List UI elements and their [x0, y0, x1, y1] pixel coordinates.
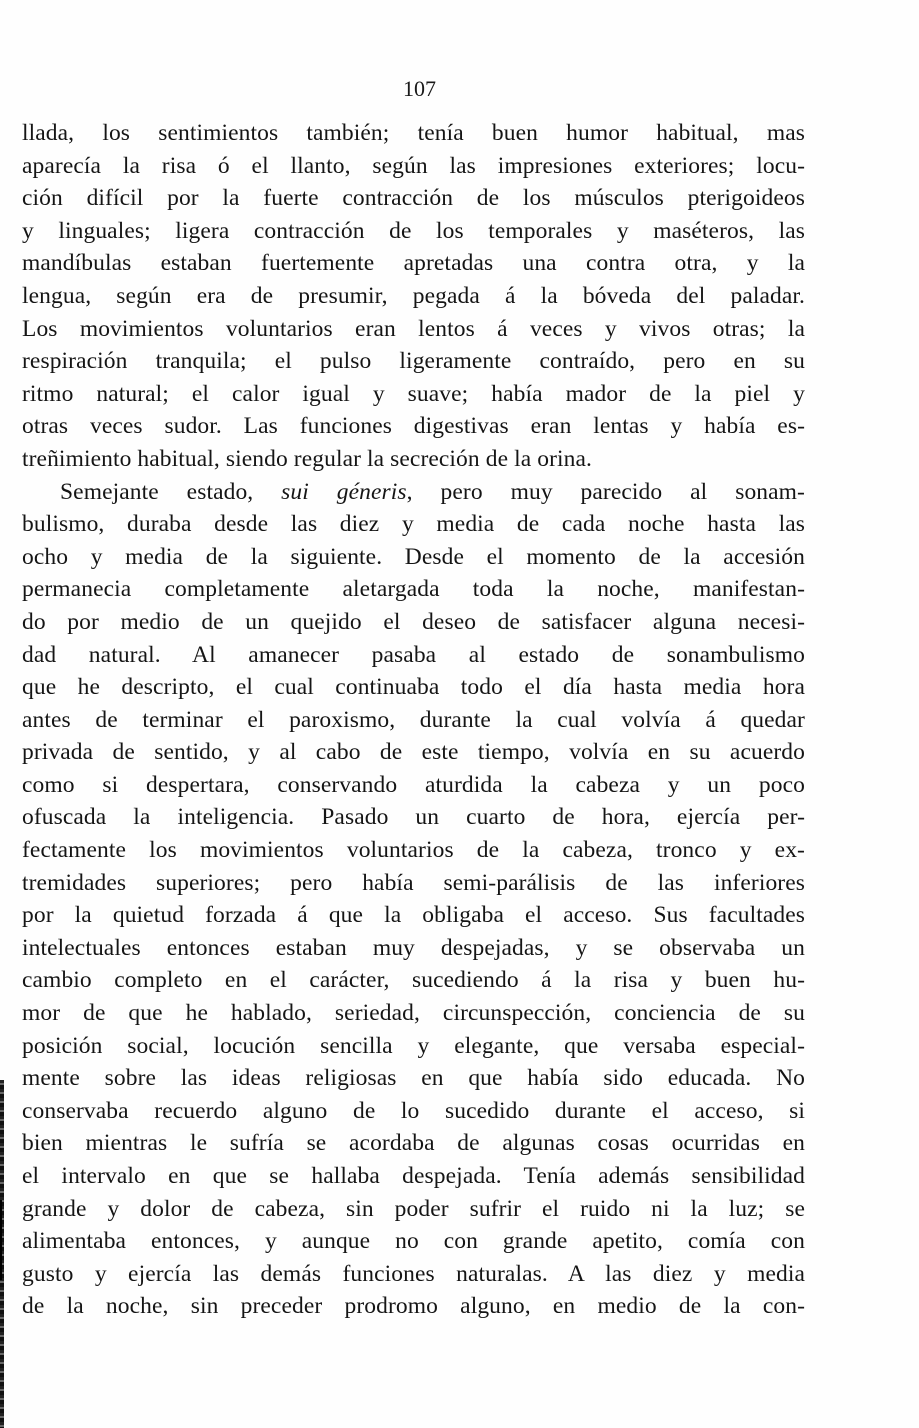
text-line: tremidades superiores; pero había semi-parálisis de las inferiores	[22, 869, 805, 896]
text-line: grande y dolor de cabeza, sin poder sufrir el ruido ni la luz; se	[22, 1195, 805, 1222]
text-line: bulismo, duraba desde las diez y media de cada noche hasta las	[22, 511, 805, 538]
text-line: permanecia completamente aletargada toda la noche, manifestan-	[22, 576, 805, 603]
text-line: conservaba recuerdo alguno de lo sucedido durante el acceso, si	[22, 1097, 805, 1124]
text-line: treñimiento habitual, siendo regular la secreción de la orina.	[22, 445, 592, 472]
text-line: que he descripto, el cual continuaba todo el día hasta media hora	[22, 674, 805, 701]
text-line: bien mientras le sufría se acordaba de algunas cosas ocurridas en	[22, 1130, 805, 1157]
text-line: aparecía la risa ó el llanto, según las impresiones exteriores; locu-	[22, 152, 805, 179]
scan-binding-edge	[0, 1200, 2, 1280]
text-line: como si despertara, conservando aturdida la cabeza y un poco	[22, 771, 805, 798]
text-line: y linguales; ligera contracción de los temporales y maséteros, las	[22, 217, 805, 244]
text-line: mente sobre las ideas religiosas en que había sido educada. No	[22, 1065, 805, 1092]
text-line: ción difícil por la fuerte contracción de los músculos pterigoideos	[22, 185, 805, 212]
text-line: dad natural. Al amanecer pasaba al estado de sonambulismo	[22, 641, 805, 668]
text-line: cambio completo en el carácter, sucediendo á la risa y buen hu-	[22, 967, 805, 994]
text-line: gusto y ejercía las demás funciones naturalas. A las diez y media	[22, 1260, 805, 1287]
text-line: alimentaba entonces, y aunque no con grande apetito, comía con	[22, 1228, 805, 1255]
text-line: antes de terminar el paroxismo, durante la cual volvía á quedar	[22, 706, 805, 733]
text-line: mor de que he hablado, seriedad, circunspección, conciencia de su	[22, 1000, 805, 1027]
text-line: do por medio de un quejido el deseo de satisfacer alguna necesi-	[22, 608, 805, 635]
text-line: ritmo natural; el calor igual y suave; había mador de la piel y	[22, 380, 805, 407]
text-line: respiración tranquila; el pulso ligeramente contraído, pero en su	[22, 348, 805, 375]
text-line: el intervalo en que se hallaba despejada. Tenía además sensibilidad	[22, 1163, 805, 1189]
text-line: intelectuales entonces estaban muy despejadas, y se observaba un	[22, 934, 805, 961]
text-run: , pero muy parecido al sonam-	[406, 478, 805, 505]
paragraph-first-line	[22, 476, 805, 509]
text-line: ofuscada la inteligencia. Pasado un cuarto de hora, ejercía per-	[22, 804, 805, 831]
text-line: por la quietud forzada á que la obligaba el acceso. Sus facultades	[22, 902, 805, 929]
text-line: mandíbulas estaban fuertemente apretadas una contra otra, y la	[22, 250, 805, 277]
text-line: ocho y media de la siguiente. Desde el momento de la accesión	[22, 543, 805, 570]
text-line: llada, los sentimientos también; tenía buen humor habitual, mas	[22, 120, 805, 146]
text-line: de la noche, sin preceder prodromo alguno, en medio de la con-	[22, 1293, 805, 1320]
text-line: fectamente los movimientos voluntarios de la cabeza, tronco y ex-	[22, 837, 805, 864]
text-line: Los movimientos voluntarios eran lentos á veces y vivos otras; la	[22, 315, 805, 342]
text-line: privada de sentido, y al cabo de este tiempo, volvía en su acuerdo	[22, 739, 805, 766]
body-text	[22, 117, 805, 1323]
text-line: posición social, locución sencilla y elegante, que versaba especial-	[22, 1032, 805, 1059]
text-line: otras veces sudor. Las funciones digestivas eran lentas y había es-	[22, 413, 805, 440]
page-number: 107	[403, 76, 436, 101]
text-run: Semejante estado,	[60, 478, 282, 505]
italic-term: sui géneris	[281, 478, 407, 505]
text-line: lengua, según era de presumir, pegada á la bóveda del paladar.	[22, 282, 805, 309]
